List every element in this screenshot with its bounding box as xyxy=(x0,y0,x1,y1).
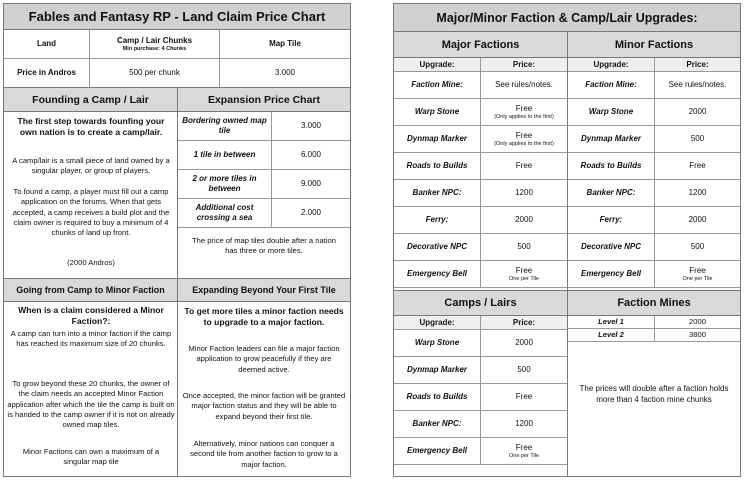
major-price-col: Price: xyxy=(481,58,567,72)
expansion-row-4-price: 2.000 xyxy=(272,199,350,228)
price-row-label: Price in Andros xyxy=(4,59,90,88)
founding-p1: A camp/lair is a small piece of land owned by a singular player, or group of players. xyxy=(12,156,170,176)
camps-row-5-price-note: One per Tile xyxy=(509,452,539,459)
minor-row-2-price-cell xyxy=(655,99,740,126)
camp-to-minor-lead: When is a claim considered a Minor Faction?: xyxy=(18,305,164,327)
camps-row-1-price: 2000 xyxy=(515,338,533,348)
expansion-heading: Expansion Price Chart xyxy=(177,88,350,112)
major-table xyxy=(394,58,567,290)
major-row-6-name: Ferry: xyxy=(394,207,481,234)
camp-to-minor-p1: A camp can turn into a minor faction if the camp has reached its maximum size of 20 chunks. xyxy=(10,329,172,349)
founding-p3: (2000 Andros) xyxy=(67,258,115,267)
minor-price-col: Price: xyxy=(655,58,740,72)
expansion-note: The price of map tiles double after a nation has three or more tiles. xyxy=(192,236,336,256)
camps-row-3-price-cell xyxy=(481,384,567,411)
mine-level-1-price: 2000 xyxy=(655,316,740,329)
minor-row-4-price-cell xyxy=(655,153,740,180)
tile-price: 3.000 xyxy=(220,59,350,88)
camps-row-1-name: Warp Stone xyxy=(394,330,481,357)
camps-row-2-price: 500 xyxy=(517,365,531,375)
minor-row-6-price: 2000 xyxy=(688,215,707,225)
camps-row-4-price: 1200 xyxy=(515,419,533,429)
major-row-8-price: Free xyxy=(515,265,533,275)
camps-row-3-name: Roads to Builds xyxy=(394,384,481,411)
major-row-6-price: 2000 xyxy=(515,215,533,225)
major-row-1-price-cell xyxy=(481,72,567,99)
camp-to-minor-p3: Minor Factions can own a maximum of a singular map tile xyxy=(22,447,160,467)
camps-price-col: Price: xyxy=(481,316,567,330)
left-center-divider xyxy=(177,88,178,476)
founding-p2: To found a camp, a player must fill out a camp application on the forums. When that gets accepted, a camp receives a build plot and the claim owner is required to buy a minimum of 4 chunks of land up front. xyxy=(12,187,170,237)
camps-row-5-price-cell xyxy=(481,438,567,465)
camps-row-3-price: Free xyxy=(515,392,533,402)
minor-row-8-price-note: One per Tile xyxy=(682,275,713,282)
camps-row-4-price-cell xyxy=(481,411,567,438)
minor-row-5-price: 1200 xyxy=(688,188,707,198)
camps-row-2-name: Dynmap Marker xyxy=(394,357,481,384)
expansion-row-3-label: 2 or more tiles in between xyxy=(178,170,272,199)
major-row-3-name: Dynmap Marker xyxy=(394,126,481,153)
minor-row-4-name: Roads to Builds xyxy=(568,153,655,180)
camps-row-5-name: Emergency Bell xyxy=(394,438,481,465)
minor-row-6-name: Ferry: xyxy=(568,207,655,234)
camp-to-minor-p2: To grow beyond these 20 chunks, the owner of the claim needs an accepted Minor Faction application after which the tile the camp is built on is handed to the camp owner if it is not on already owned map tiles. xyxy=(7,379,175,429)
land-header: Land xyxy=(4,30,90,59)
major-row-2-price-cell xyxy=(481,99,567,126)
camps-table xyxy=(394,316,567,476)
minor-row-4-price: Free xyxy=(689,161,706,171)
major-row-5-name: Banker NPC: xyxy=(394,180,481,207)
major-row-8-price-cell xyxy=(481,261,567,288)
mines-table xyxy=(567,316,740,476)
minor-row-3-name: Dynmap Marker xyxy=(568,126,655,153)
minor-heading: Minor Factions xyxy=(567,32,740,58)
camps-row-4-name: Banker NPC: xyxy=(394,411,481,438)
founding-lead: The first step towards founfing your own nation is to create a camp/lair. xyxy=(17,116,165,138)
beyond-lead: To get more tiles a minor faction needs to upgrade to a major faction. xyxy=(184,306,344,328)
expansion-row-2-label: 1 tile in between xyxy=(178,141,272,170)
minor-row-5-price-cell xyxy=(655,180,740,207)
major-row-3-price-cell xyxy=(481,126,567,153)
minor-row-8-price-cell xyxy=(655,261,740,288)
major-row-3-price-note: (Only applies to the first) xyxy=(494,140,554,147)
mines-heading: Faction Mines xyxy=(567,290,740,316)
major-row-4-name: Roads to Builds xyxy=(394,153,481,180)
major-heading: Major Factions xyxy=(394,32,567,58)
minor-row-2-name: Warp Stone xyxy=(568,99,655,126)
major-row-7-price-cell xyxy=(481,234,567,261)
expansion-row-1-label: Bordering owned map tile xyxy=(178,112,272,141)
minor-row-1-name: Faction Mine: xyxy=(568,72,655,99)
major-row-2-name: Warp Stone xyxy=(394,99,481,126)
founding-heading: Founding a Camp / Lair xyxy=(4,88,177,112)
minor-row-1-price-cell xyxy=(655,72,740,99)
expansion-row-3-price: 9.000 xyxy=(272,170,350,199)
minor-row-2-price: 2000 xyxy=(688,107,707,117)
camps-upgrade-col: Upgrade: xyxy=(394,316,481,330)
mine-level-2: Level 2 xyxy=(568,329,655,342)
camps-row-1-price-cell xyxy=(481,330,567,357)
minor-row-1-price: See rules/notes. xyxy=(668,80,727,90)
faction-upgrades-chart xyxy=(393,3,741,477)
left-title: Fables and Fantasy RP - Land Claim Price Chart xyxy=(4,4,350,30)
chunks-header xyxy=(90,30,220,59)
major-row-2-price: Free xyxy=(515,103,533,113)
minor-row-8-price: Free xyxy=(689,265,706,275)
land-price-table xyxy=(4,30,350,88)
mine-level-2-price: 3800 xyxy=(655,329,740,342)
right-title: Major/Minor Faction & Camp/Lair Upgrades: xyxy=(394,4,740,32)
major-row-1-name: Faction Mine: xyxy=(394,72,481,99)
minor-row-6-price-cell xyxy=(655,207,740,234)
minor-upgrade-col: Upgrade: xyxy=(568,58,655,72)
major-row-3-price: Free xyxy=(515,130,533,140)
beyond-p3: Alternatively, minor nations can conquer a second tile from another faction to grow to a major faction. xyxy=(190,439,338,469)
camps-heading: Camps / Lairs xyxy=(394,290,567,316)
mines-note: The prices will double after a faction holds more than 4 faction mine chunks xyxy=(579,384,729,404)
map-tile-header: Map Tile xyxy=(220,30,350,59)
camps-row-5-price: Free xyxy=(515,442,533,452)
major-row-6-price-cell xyxy=(481,207,567,234)
minor-row-5-name: Banker NPC: xyxy=(568,180,655,207)
major-row-5-price-cell xyxy=(481,180,567,207)
expansion-row-1-price: 3.000 xyxy=(272,112,350,141)
major-row-7-name: Decorative NPC xyxy=(394,234,481,261)
minor-row-7-name: Decorative NPC xyxy=(568,234,655,261)
chunks-header-sub: Min purchase: 4 Chunks xyxy=(122,45,187,52)
major-row-4-price: Free xyxy=(515,161,533,171)
major-row-1-price: See rules/notes. xyxy=(495,80,553,90)
major-row-8-name: Emergency Bell xyxy=(394,261,481,288)
major-row-2-price-note: (Only applies to the first) xyxy=(494,113,554,120)
camps-row-2-price-cell xyxy=(481,357,567,384)
chunks-header-label: Camp / Lair Chunks xyxy=(116,35,193,45)
major-upgrade-col: Upgrade: xyxy=(394,58,481,72)
land-claim-price-chart xyxy=(3,3,351,477)
major-row-7-price: 500 xyxy=(517,242,531,252)
beyond-heading: Expanding Beyond Your First Tile xyxy=(177,278,350,302)
expansion-row-4-label: Additional cost crossing a sea xyxy=(178,199,272,228)
beyond-p1: Minor Faction leaders can file a major faction application to grow peacefully if they are deemed active. xyxy=(188,344,340,374)
camp-to-minor-heading: Going from Camp to Minor Faction xyxy=(4,278,177,302)
beyond-p2: Once accepted, the minor faction will be granted major faction status and they will be able to expand beyond their first tile. xyxy=(182,391,346,421)
minor-table xyxy=(567,58,740,290)
expansion-row-2-price: 6.000 xyxy=(272,141,350,170)
chunk-price: 500 per chunk xyxy=(90,59,220,88)
minor-row-7-price-cell xyxy=(655,234,740,261)
mine-level-1: Level 1 xyxy=(568,316,655,329)
minor-row-3-price-cell xyxy=(655,126,740,153)
minor-row-8-name: Emergency Bell xyxy=(568,261,655,288)
major-row-8-price-note: One per Tile xyxy=(509,275,539,282)
major-row-5-price: 1200 xyxy=(515,188,533,198)
major-row-4-price-cell xyxy=(481,153,567,180)
expansion-table xyxy=(178,112,350,228)
minor-row-3-price: 500 xyxy=(690,134,705,144)
minor-row-7-price: 500 xyxy=(690,242,705,252)
